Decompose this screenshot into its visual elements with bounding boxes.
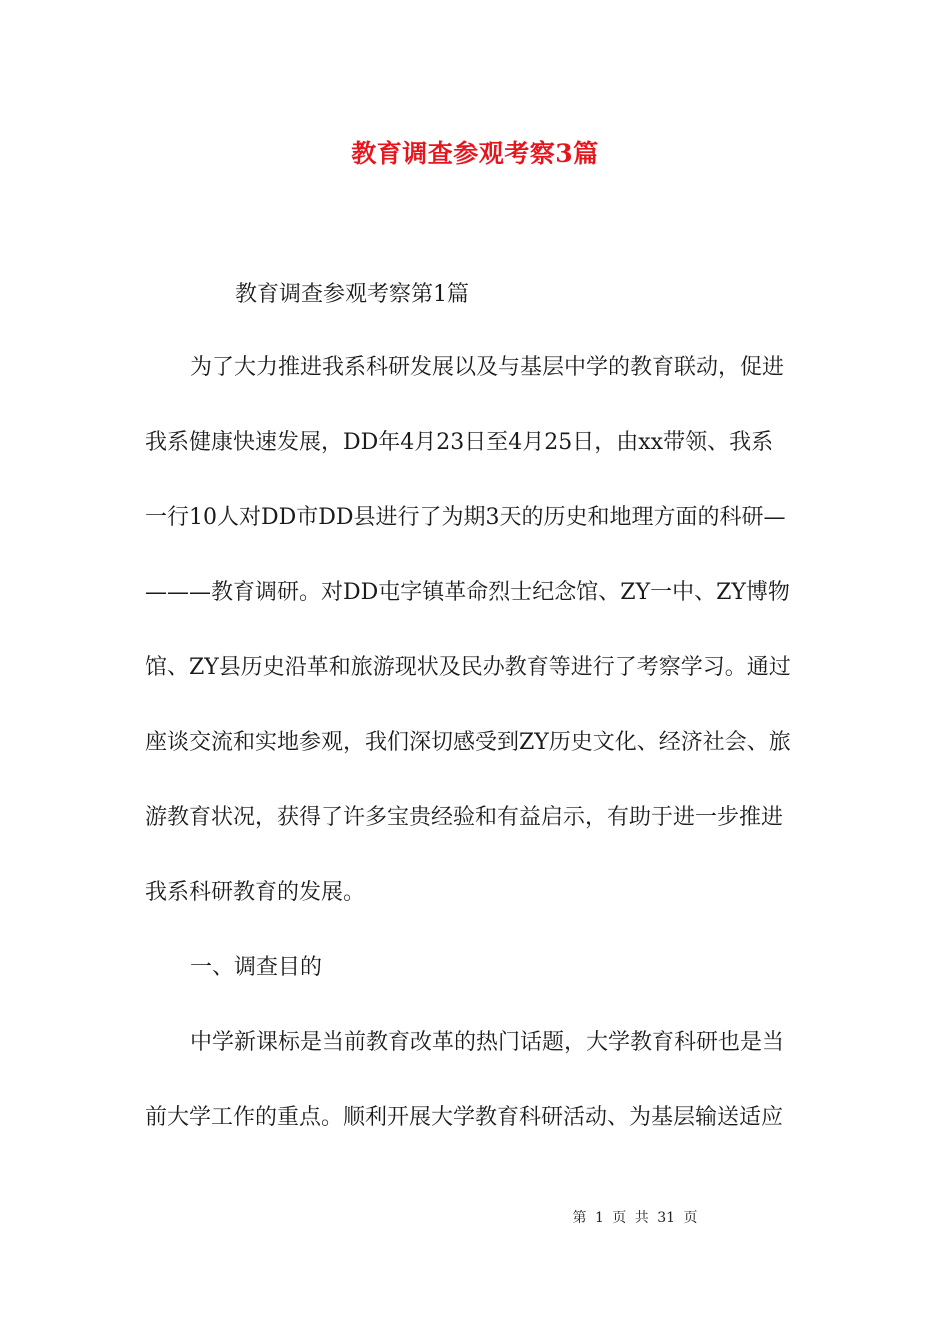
paragraph-line: 座谈交流和实地参观，我们深切感受到ZY历史文化、经济社会、旅 — [145, 730, 791, 755]
subsection-heading: 一、调查目的 — [190, 955, 323, 980]
page-number: 第 1 页 共 31 页 — [572, 1210, 698, 1226]
paragraph-line: 我系健康快速发展，DD年4月23日至4月25日，由xx带领、我系 — [145, 430, 774, 455]
paragraph-line: 我系科研教育的发展。 — [145, 880, 366, 905]
paragraph-line: 前大学工作的重点。顺利开展大学教育科研活动、为基层输送适应 — [145, 1105, 784, 1130]
paragraph-line: 中学新课标是当前教育改革的热门话题，大学教育科研也是当 — [190, 1030, 785, 1055]
paragraph-line: ———教育调研。对DD屯字镇革命烈士纪念馆、ZY一中、ZY博物 — [145, 580, 790, 605]
paragraph-line: 为了大力推进我系科研发展以及与基层中学的教育联动，促进 — [190, 355, 785, 380]
paragraph-line: 馆、ZY县历史沿革和旅游现状及民办教育等进行了考察学习。通过 — [145, 655, 791, 680]
paragraph-line: 一行10人对DD市DD县进行了为期3天的历史和地理方面的科研— — [145, 505, 786, 530]
paragraph-line: 游教育状况，获得了许多宝贵经验和有益启示，有助于进一步推进 — [145, 805, 784, 830]
section-heading: 教育调查参观考察第1篇 — [235, 282, 469, 307]
document-title: 教育调查参观考察3篇 — [351, 139, 599, 168]
